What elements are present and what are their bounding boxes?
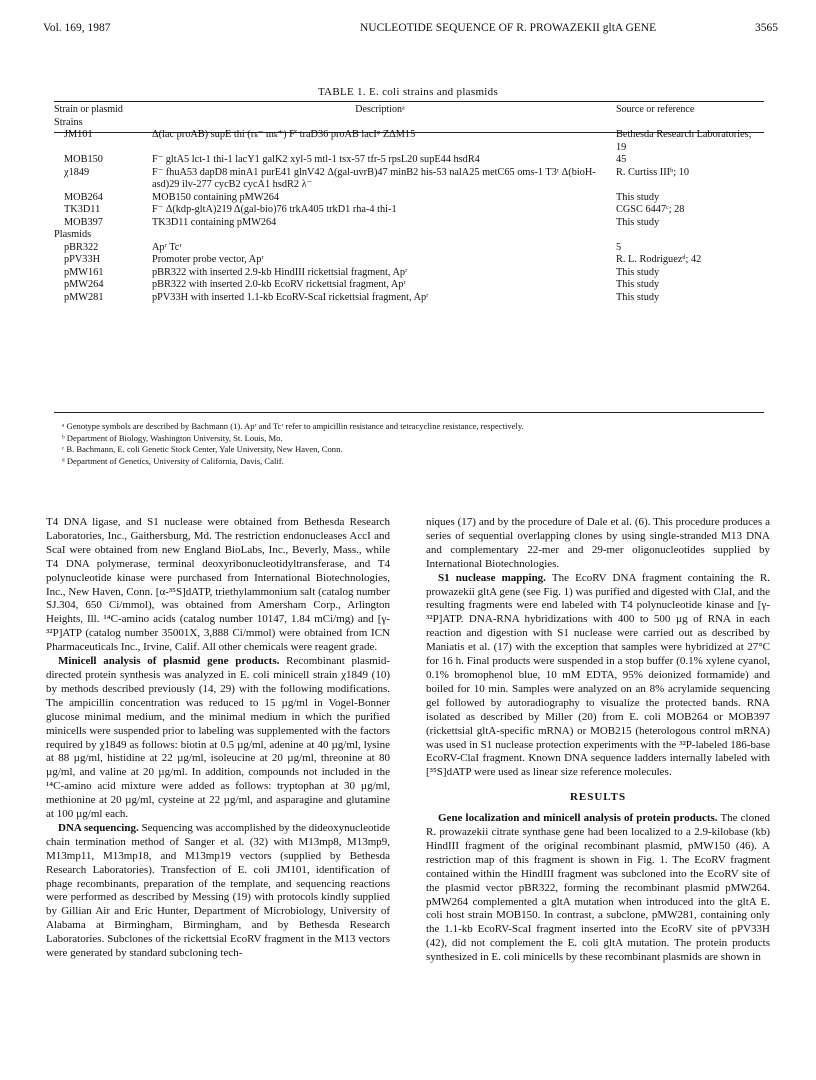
section-label: Strains [54,116,83,128]
paragraph-text: Recombinant plasmid-directed protein synthesis was analyzed in E. coli minicell strain χ1849 (10) by methods described previously (14, 29) with the following modifications. The ampicillin concentration was reduced to 15 µg/ml in Vogel-Bonner glucose minimal medium, and the minimal medium in which the purified minicells were suspended prior to labeling was supplemented with the factors required by χ1849 as follows: biotin at 0.5 µg/ml, adenine at 40 µg/ml, lysine at 88 µg/ml, histidine at 22 µg/ml, isoleucine at 20 µg/ml, threonine at 80 µg/ml, and valine at 20 µg/ml. In addition, compounds not included in the ¹⁴C-amino acid mixture were added as follows: tryptophan at 30 µg/ml, methionine at 20 µg/ml, cysteine at 22 µg/ml, and asparagine and glutamine at 100 µg/ml each. [46,655,390,821]
strain-cell: pPV33H [64,254,101,265]
paragraph-text: Sequencing was accomplished by the dideoxynucleotide chain termination method of Sanger et al. (32) with M13mp8, M13mp9, M13mp11, M13mp18, and M13mp19 vectors (supplied by Bethesda Research Laboratories). Transfection of E. coli JM101, identification of phage recombinants, preparation of the template, and sequencing reactions were performed as described by Messing (19) with protocols kindly supplied by Gillian Air and Eric Hunter, Department of Microbiology, University of Alabama at Birmingham, Birmingham, and by Bethesda Research Laboratories. Subclones of the rickettsial EcoRV fragment in the M13 vectors were generated by standard subcloning tech- [46,821,390,960]
description-cell: MOB150 containing pMW264 [152,191,279,203]
strain-cell: χ1849 [64,166,90,178]
description-cell: TK3D11 containing pMW264 [152,216,277,228]
description-cell: pBR322 with inserted 2.9-kb HindIII rickettsial fragment, Apʳ [152,266,408,278]
section-heading: Minicell analysis of plasmid gene products. [58,655,280,668]
paragraph [426,812,770,965]
strain-cell: pMW281 [64,291,104,303]
section-heading: S1 nuclease mapping. [438,571,546,584]
footnote: ᵈ Department of Genetics, University of California, Davis, Calif. [62,455,284,466]
table-row [54,129,764,154]
description-cell: pBR322 with inserted 2.0-kb EcoRV rickettsial fragment, Apʳ [152,279,406,290]
source-cell: Bethesda Research Laboratories; 19 [616,129,752,153]
table-row [54,204,764,217]
description-cell: F⁻ fhuA53 dapD8 minA1 purE41 glnV42 Δ(gal-uvrB)47 minB2 his-53 nalA25 metC65 oms-1 T3ʳ Δ(bioH-asd)29 ilv-277 cycB2 cycA1 hsdR2 λ⁻ [152,166,596,190]
paragraph: niques (17) and by the procedure of Dale et al. (6). This procedure produces a series of sequential overlapping clones by using single-stranded M13 DNA and complementary 22-mer and 29-mer oligonucleotides supplied by International Biotechnologies. [426,516,770,570]
paragraph [426,572,770,781]
left-column [46,516,390,961]
paragraph: T4 DNA ligase, and S1 nuclease were obtained from Bethesda Research Laboratories, Inc., Gaithersburg, Md. The restriction endonucleases AccI and ScaI were obtained from new England BioLabs, Inc., Beverly, Mass., while T4 DNA polymerase, terminal deoxyribonucleotidyltransferase, and T4 polynucleotide kinase were purchased from International Biotechnologies, Inc., New Haven, Conn. [α-³⁵S]dATP, triethylammonium salt (catalog number SJ.304, 650 Ci/mmol), was obtained from Amersham Corp., Arlington Heights, Ill. ¹⁴C-amino acids (catalog number 10147, 1.84 mCi/mg) and [γ-³²P]ATP (catalog number 35001X, 3,888 Ci/mmol) were obtained from ICN Pharmaceuticals Inc., Irvine, Calif. All other chemicals were reagent grade. [46,516,390,654]
section-heading: DNA sequencing. [58,821,139,834]
volume-label: Vol. 169, 1987 [43,22,111,34]
col-header-source: Source or reference [616,104,695,115]
table-row [54,242,764,255]
source-cell: This study [616,216,660,228]
description-cell: Apʳ Tcʳ [152,241,182,253]
strain-cell: pMW161 [64,266,104,278]
source-cell: This study [616,279,660,290]
strain-cell: pMW264 [64,279,104,290]
table-row [54,154,764,167]
source-cell: CGSC 6447ᶜ; 28 [616,204,685,215]
strain-cell: MOB397 [64,216,103,228]
description-cell: Promoter probe vector, Apʳ [152,254,264,265]
table-row [54,192,764,205]
source-cell: 45 [616,154,627,165]
section-label: Plasmids [54,229,92,240]
source-cell: This study [616,266,660,278]
table-row [54,254,764,267]
description-cell: pPV33H with inserted 1.1-kb EcoRV-ScaI rickettsial fragment, Apʳ [152,291,429,303]
table-row [54,217,764,230]
footnote: ᶜ B. Bachmann, E. coli Genetic Stock Center, Yale University, New Haven, Conn. [62,444,343,454]
page-number: 3565 [755,22,778,34]
col-header-strain: Strain or plasmid [54,104,123,115]
table-bottom-rule [54,412,764,413]
table-row [54,292,764,305]
right-column [426,516,770,965]
table-footnotes [54,421,764,467]
section-heading: Gene localization and minicell analysis of protein products. [438,812,718,825]
strain-cell: pBR322 [64,241,99,253]
source-cell: R. L. Rodriguezᵈ; 42 [616,254,702,265]
section-label-row [54,229,764,242]
table-header-row [54,104,764,117]
source-cell: This study [616,191,660,203]
footnote: ᵃ Genotype symbols are described by Bachmann (1). Apʳ and Tcʳ refer to ampicillin resistance and tetracycline resistance, respectively. [62,421,524,431]
strain-cell: JM101 [64,129,93,140]
strain-cell: TK3D11 [64,204,101,215]
strains-plasmids-table [54,104,764,304]
col-header-description: Descriptionᵃ [355,104,405,115]
running-title: NUCLEOTIDE SEQUENCE OF R. PROWAZEKII gltA GENE [360,22,657,34]
paragraph-text: The EcoRV DNA fragment containing the R. prowazekii gltA gene (see Fig. 1) was purified and digested with ClaI, and the resulting fragments were end labeled with T4 polynucleotide kinase and [γ-³²P]ATP. DNA-RNA hybridizations with 400 to 500 µg of RNA in each reaction and digestion with S1 nuclease were carried out as described by Maniatis et al. (17) with the exception that samples were hybridized at 27°C for 16 h. Final products were suspended in a stop buffer (0.1% xylene cyanol, 0.1% bromophenol blue, 10 mM EDTA, 95% deionized formamide) and boiled for 10 min. Samples were analyzed on an 8% acrylamide sequencing gel followed by autoradiography to visualize the protected bands. RNA isolated as described by Miller (20) from E. coli MOB264 or MOB397 (rickettsial gltA-specific mRNA) or MOB215 (heterologous control mRNA) was used in S1 nuclease protection experiments with the ³²P-labeled 186-base EcoRV-ClaI fragment. Known DNA sequence ladders internally labeled with [³⁵S]dATP were used as linear size reference molecules. [426,571,770,779]
description-cell: F⁻ Δ(kdp-gltA)219 Δ(gal-bio)76 trkA405 trkD1 rha-4 thi-1 [152,204,397,215]
table-row [54,167,764,192]
table-row [54,267,764,280]
table-caption: TABLE 1. E. coli strains and plasmids [317,86,499,98]
description-cell: Δ(lac proAB) supE thi (rₖ⁻ mₖ⁺) F′ traD36 proAB lacIᵠ ZΔM15 [152,129,416,140]
source-cell: 5 [616,241,622,253]
section-label-row [54,117,764,130]
paragraph [46,822,390,961]
table-top-rule [54,101,764,102]
strain-cell: MOB150 [64,154,103,165]
footnote: ᵇ Department of Biology, Washington University, St. Louis, Mo. [62,432,283,443]
table-row [54,279,764,292]
results-heading: RESULTS [569,791,627,804]
strain-cell: MOB264 [64,191,103,203]
source-cell: R. Curtiss IIIᵇ; 10 [616,166,689,178]
paragraph [46,655,390,822]
description-cell: F⁻ gltA5 lct-1 thi-1 lacY1 galK2 xyl-5 mtl-1 tsx-57 tfr-5 rpsL20 supE44 hsdR4 [152,154,480,165]
paragraph-text: The cloned R. prowazekii citrate synthase gene had been localized to a 2.9-kilobase (kb) HindIII fragment of the original recombinant plasmid, pMW150 (46). A restriction map of this fragment is shown in Fig. 1. The EcoRV fragment contained within the HindIII fragment was subcloned into the EcoRV site of the plasmid vector pBR322, forming the recombinant plasmid pMW264. pMW264 complemented a gltA mutation when introduced into the gltA E. coli host strain MOB150. In contrast, a subclone, pMW281, containing only the 1.1-kb EcoRV-ScaI fragment inserted into the EcoRV site of pPV33H (42), did not complement the E. coli gltA mutation. The protein products synthesized in E. coli minicells by these recombinant plasmids are shown in [426,812,770,964]
source-cell: This study [616,291,660,303]
